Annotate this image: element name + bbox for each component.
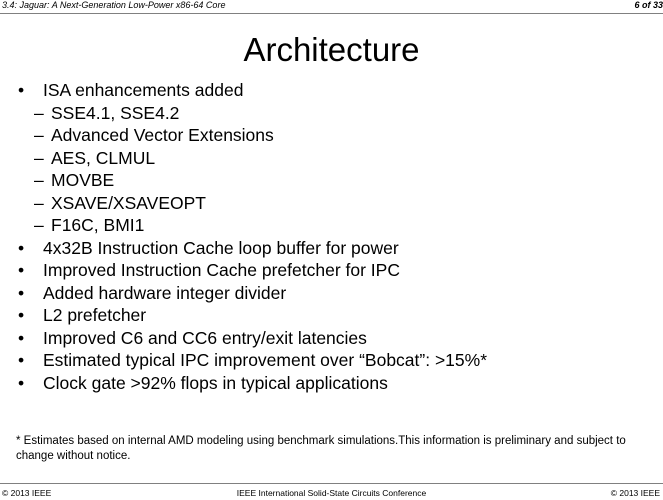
sub-bullet-item	[18, 147, 658, 170]
dash-marker: –	[34, 125, 44, 145]
bullet-marker: •	[18, 282, 25, 303]
footer-divider	[0, 483, 663, 484]
bullet-marker: •	[18, 327, 25, 348]
dash-marker: –	[34, 147, 44, 168]
bullet-item	[18, 237, 658, 260]
sub-bullet-item	[18, 214, 658, 237]
bullet-text: 4x32B Instruction Cache loop buffer for power	[43, 237, 399, 258]
bullet-text: Improved C6 and CC6 entry/exit latencies	[43, 327, 367, 348]
bullet-list	[18, 79, 658, 394]
slide-header	[0, 0, 663, 14]
bullet-marker: •	[18, 305, 25, 325]
dash-marker: –	[34, 215, 44, 235]
page-number: 6 of 33	[634, 0, 663, 10]
bullet-text: Estimated typical IPC improvement over “Bobcat”: >15%*	[43, 350, 488, 370]
bullet-text: L2 prefetcher	[43, 305, 147, 325]
bullet-text: AES, CLMUL	[51, 147, 156, 168]
bullet-marker: •	[18, 350, 25, 370]
bullet-text: MOVBE	[51, 170, 115, 190]
sub-bullet-item	[18, 124, 658, 147]
bullet-marker: •	[18, 80, 25, 100]
bullet-text: SSE4.1, SSE4.2	[51, 102, 180, 123]
sub-bullet-item	[18, 169, 658, 192]
dash-marker: –	[34, 170, 44, 190]
bullet-text: ISA enhancements added	[43, 80, 244, 100]
footer-copyright-right: © 2013 IEEE	[610, 488, 660, 498]
bullet-item	[18, 79, 658, 102]
footer-copyright-left: © 2013 IEEE	[2, 488, 52, 498]
bullet-item	[18, 259, 658, 282]
bullet-text: F16C, BMI1	[51, 215, 145, 235]
bullet-marker: •	[18, 237, 25, 258]
bullet-text: XSAVE/XSAVEOPT	[51, 192, 206, 213]
footnote: * Estimates based on internal AMD modeling using benchmark simulations.This information is preliminary and subject to change without notice.	[16, 435, 626, 462]
sub-bullet-item	[18, 192, 658, 215]
dash-marker: –	[34, 192, 44, 213]
dash-marker: –	[34, 102, 44, 123]
bullet-marker: •	[18, 372, 25, 393]
bullet-text: Clock gate >92% flops in typical applications	[43, 372, 388, 393]
bullet-item	[18, 372, 658, 395]
bullet-text: Improved Instruction Cache prefetcher for IPC	[43, 260, 400, 280]
footer-conference: IEEE International Solid-State Circuits Conference	[236, 488, 427, 498]
header-divider	[0, 13, 663, 14]
bullet-text: Added hardware integer divider	[43, 282, 287, 303]
session-title: 3.4: Jaguar: A Next-Generation Low-Power x86-64 Core	[2, 0, 226, 10]
bullet-item	[18, 304, 658, 327]
bullet-item	[18, 282, 658, 305]
bullet-text: Advanced Vector Extensions	[51, 125, 274, 145]
sub-bullet-item	[18, 102, 658, 125]
bullet-item	[18, 349, 658, 372]
bullet-marker: •	[18, 260, 25, 280]
bullet-item	[18, 327, 658, 350]
slide-title: Architecture	[243, 31, 420, 68]
